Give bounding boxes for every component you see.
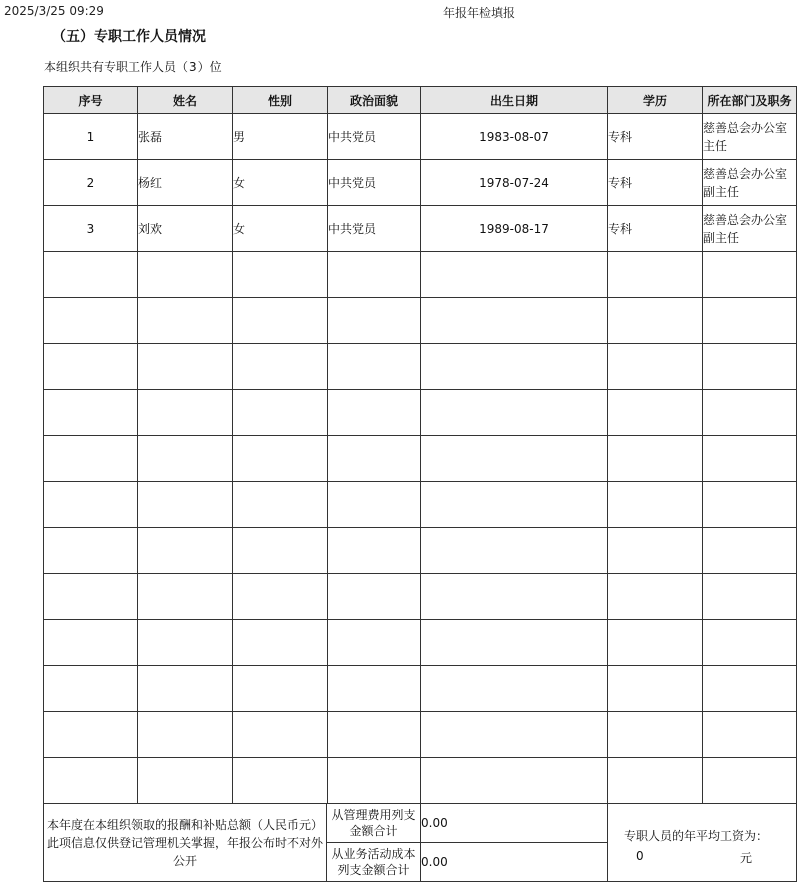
business-cost-amount: 0.00 (421, 843, 608, 882)
staff-count-prefix: 本组织共有专职工作人员（ (44, 60, 189, 74)
empty-cell (703, 528, 797, 574)
empty-cell (233, 482, 328, 528)
col-header-dept: 所在部门及职务 (703, 87, 797, 114)
empty-cell (233, 574, 328, 620)
empty-cell (608, 528, 703, 574)
empty-cell (44, 620, 138, 666)
empty-cell (608, 298, 703, 344)
empty-cell (703, 482, 797, 528)
cell-gender: 女 (233, 206, 328, 252)
empty-cell (608, 390, 703, 436)
empty-cell (421, 482, 608, 528)
empty-cell (44, 482, 138, 528)
empty-cell (608, 574, 703, 620)
empty-cell (608, 712, 703, 758)
empty-cell (421, 620, 608, 666)
cell-political: 中共党员 (328, 160, 421, 206)
empty-cell (421, 712, 608, 758)
empty-cell (608, 436, 703, 482)
empty-cell (421, 436, 608, 482)
empty-table-row (44, 482, 797, 528)
staff-count-suffix: ）位 (197, 60, 222, 74)
staff-count-line (44, 58, 222, 75)
empty-cell (703, 252, 797, 298)
table-header-row (44, 87, 797, 114)
average-salary-unit: 元 (740, 850, 753, 865)
cell-dept: 慈善总会办公室副主任 (703, 160, 797, 206)
empty-cell (233, 712, 328, 758)
empty-cell (44, 436, 138, 482)
cell-gender: 男 (233, 114, 328, 160)
empty-cell (328, 436, 421, 482)
empty-cell (703, 390, 797, 436)
empty-cell (233, 528, 328, 574)
empty-table-row (44, 758, 797, 804)
empty-cell (328, 528, 421, 574)
average-salary-value: 0 (636, 848, 644, 863)
empty-cell (421, 390, 608, 436)
empty-cell (138, 252, 233, 298)
mgmt-expense-amount: 0.00 (421, 804, 608, 843)
empty-cell (44, 574, 138, 620)
empty-cell (233, 298, 328, 344)
empty-cell (328, 298, 421, 344)
empty-cell (328, 574, 421, 620)
staff-table (43, 86, 797, 804)
table-row (44, 160, 797, 206)
empty-cell (703, 712, 797, 758)
empty-cell (138, 298, 233, 344)
cell-education: 专科 (608, 160, 703, 206)
empty-table-row (44, 574, 797, 620)
empty-cell (703, 298, 797, 344)
empty-cell (138, 436, 233, 482)
col-header-political: 政治面貌 (328, 87, 421, 114)
empty-cell (44, 712, 138, 758)
empty-cell (328, 482, 421, 528)
empty-cell (608, 620, 703, 666)
cell-political: 中共党员 (328, 206, 421, 252)
cell-seq: 2 (44, 160, 138, 206)
cell-education: 专科 (608, 114, 703, 160)
average-salary-cell (608, 804, 797, 882)
empty-cell (703, 344, 797, 390)
empty-cell (44, 758, 138, 804)
empty-cell (138, 758, 233, 804)
col-header-education: 学历 (608, 87, 703, 114)
empty-cell (233, 620, 328, 666)
empty-cell (233, 390, 328, 436)
col-header-birth: 出生日期 (421, 87, 608, 114)
cell-dept: 慈善总会办公室副主任 (703, 206, 797, 252)
table-row (44, 206, 797, 252)
empty-table-row (44, 298, 797, 344)
cell-name: 杨红 (138, 160, 233, 206)
empty-table-row (44, 344, 797, 390)
empty-cell (421, 666, 608, 712)
empty-cell (44, 390, 138, 436)
empty-cell (138, 712, 233, 758)
empty-cell (44, 666, 138, 712)
empty-cell (421, 252, 608, 298)
empty-cell (138, 620, 233, 666)
mgmt-expense-label: 从管理费用列支金额合计 (327, 804, 421, 843)
empty-cell (328, 758, 421, 804)
empty-cell (233, 252, 328, 298)
empty-table-row (44, 252, 797, 298)
col-header-gender: 性别 (233, 87, 328, 114)
empty-table-row (44, 620, 797, 666)
empty-cell (233, 344, 328, 390)
empty-cell (138, 482, 233, 528)
empty-table-row (44, 666, 797, 712)
empty-cell (233, 436, 328, 482)
empty-table-row (44, 712, 797, 758)
empty-cell (608, 344, 703, 390)
col-header-name: 姓名 (138, 87, 233, 114)
empty-cell (703, 436, 797, 482)
empty-cell (233, 666, 328, 712)
empty-cell (421, 344, 608, 390)
col-header-seq: 序号 (44, 87, 138, 114)
average-salary-label: 专职人员的年平均工资为： (624, 828, 769, 843)
cell-gender: 女 (233, 160, 328, 206)
empty-cell (328, 390, 421, 436)
empty-table-row (44, 528, 797, 574)
cell-seq: 3 (44, 206, 138, 252)
business-cost-label: 从业务活动成本列支金额合计 (327, 843, 421, 882)
remuneration-table (43, 803, 797, 882)
cell-birth: 1983-08-07 (421, 114, 608, 160)
empty-cell (421, 758, 608, 804)
empty-cell (608, 252, 703, 298)
cell-birth: 1989-08-17 (421, 206, 608, 252)
empty-cell (44, 298, 138, 344)
empty-cell (328, 666, 421, 712)
empty-cell (44, 344, 138, 390)
empty-cell (421, 574, 608, 620)
staff-count-value: 3 (189, 60, 197, 74)
empty-cell (608, 482, 703, 528)
empty-cell (44, 528, 138, 574)
empty-cell (328, 344, 421, 390)
empty-cell (138, 574, 233, 620)
empty-cell (138, 666, 233, 712)
section-title: （五）专职工作人员情况 (52, 29, 206, 45)
empty-cell (608, 758, 703, 804)
cell-name: 刘欢 (138, 206, 233, 252)
print-datetime: 2025/3/25 09:29 (4, 4, 104, 18)
empty-cell (421, 528, 608, 574)
empty-cell (703, 758, 797, 804)
empty-cell (138, 344, 233, 390)
cell-dept: 慈善总会办公室主任 (703, 114, 797, 160)
cell-education: 专科 (608, 206, 703, 252)
cell-seq: 1 (44, 114, 138, 160)
empty-cell (138, 528, 233, 574)
empty-cell (138, 390, 233, 436)
empty-cell (328, 620, 421, 666)
cell-political: 中共党员 (328, 114, 421, 160)
empty-cell (328, 712, 421, 758)
empty-cell (328, 252, 421, 298)
document-title: 年报年检填报 (443, 6, 516, 20)
empty-cell (703, 574, 797, 620)
empty-cell (608, 666, 703, 712)
cell-birth: 1978-07-24 (421, 160, 608, 206)
empty-cell (703, 620, 797, 666)
empty-table-row (44, 436, 797, 482)
empty-table-row (44, 390, 797, 436)
empty-cell (44, 252, 138, 298)
empty-cell (703, 666, 797, 712)
remuneration-description: 本年度在本组织领取的报酬和补贴总额（人民币元）此项信息仅供登记管理机关掌握，年报公布时不对外公开 (44, 804, 327, 882)
empty-cell (233, 758, 328, 804)
empty-cell (421, 298, 608, 344)
table-row (44, 114, 797, 160)
cell-name: 张磊 (138, 114, 233, 160)
